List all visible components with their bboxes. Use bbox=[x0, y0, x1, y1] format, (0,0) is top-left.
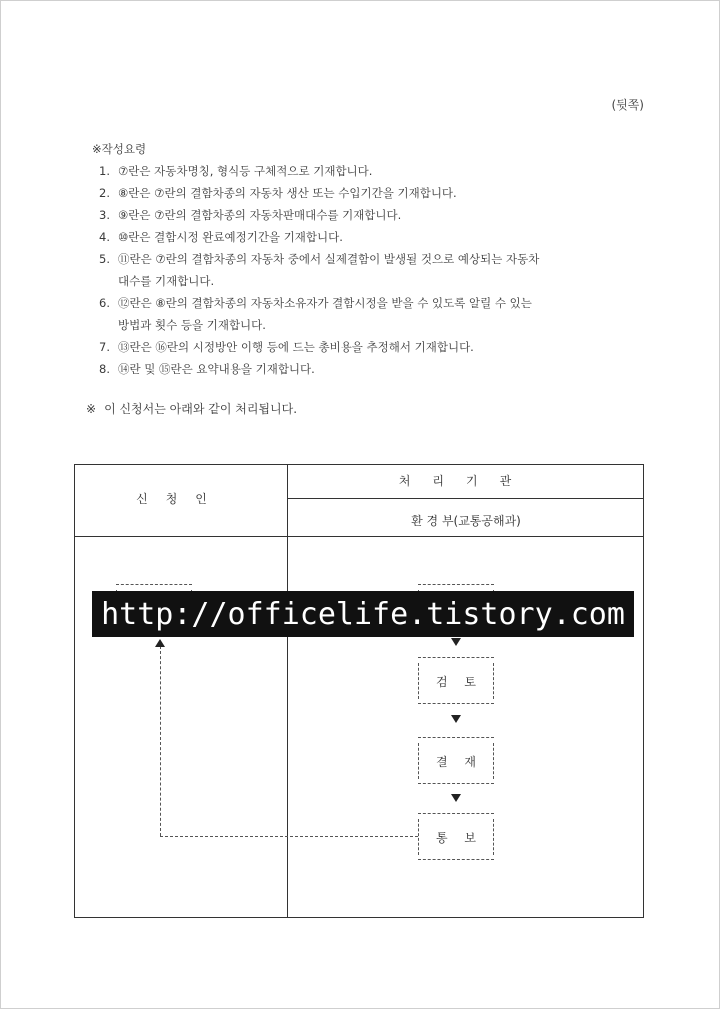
flow-arrow-icon bbox=[451, 715, 461, 723]
instruction-item: 7. ⑬란은 ⑯란의 시정방안 이행 등에 드는 총비용을 추정해서 기재합니다. bbox=[99, 340, 474, 354]
instructions-section bbox=[92, 138, 652, 378]
instruction-item-continuation: 방법과 횟수 등을 기재합니다. bbox=[118, 318, 266, 332]
instruction-item: 2. ⑧란은 ⑦란의 결함차종의 자동차 생산 또는 수입기간을 기재합니다. bbox=[99, 186, 457, 200]
applicant-header: 신청인 bbox=[136, 492, 225, 506]
review-box: 검 토 bbox=[418, 657, 494, 705]
table-header-divider bbox=[74, 536, 644, 537]
approval-box: 결 재 bbox=[418, 737, 494, 785]
return-path-line bbox=[160, 836, 418, 837]
instructions-title: ※작성요령 bbox=[92, 142, 147, 156]
instruction-item: 4. ⑩란은 결함시정 완료예정기간을 기재합니다. bbox=[99, 230, 343, 244]
flow-arrow-icon bbox=[451, 638, 461, 646]
instruction-item-continuation: 대수를 기재합니다. bbox=[118, 274, 215, 288]
notify-box: 통 보 bbox=[418, 813, 494, 861]
department-header: 환 경 부(교통공해과) bbox=[411, 514, 521, 528]
watermark-banner: http://officelife.tistory.com bbox=[92, 591, 634, 637]
instruction-item: 5. ⑪란은 ⑦란의 결함차종의 자동차 중에서 실제결함이 발생될 것으로 예상되는 자동차 bbox=[99, 252, 540, 266]
flow-arrow-icon bbox=[451, 794, 461, 802]
processing-note: ※ 이 신청서는 아래와 같이 처리됩니다. bbox=[86, 402, 298, 416]
agency-header-divider bbox=[288, 498, 644, 499]
instruction-item: 8. ⑭란 및 ⑮란은 요약내용을 기재합니다. bbox=[99, 362, 315, 376]
back-page-label: (뒷쪽) bbox=[611, 98, 644, 112]
reference-mark: ※ bbox=[92, 142, 102, 156]
return-arrow-icon bbox=[155, 639, 165, 647]
reference-mark: ※ bbox=[86, 402, 97, 416]
agency-header: 처리기관 bbox=[398, 474, 534, 488]
return-path-line bbox=[160, 646, 161, 836]
instruction-item: 1. ⑦란은 자동차명칭, 형식등 구체적으로 기재합니다. bbox=[99, 164, 373, 178]
instruction-item: 6. ⑫란은 ⑧란의 결함차종의 자동차소유자가 결함시정을 받을 수 있도록 알릴 수 있는 bbox=[99, 296, 532, 310]
instruction-item: 3. ⑨란은 ⑦란의 결함차종의 자동차판매대수를 기재합니다. bbox=[99, 208, 402, 222]
table-divider bbox=[287, 464, 288, 918]
